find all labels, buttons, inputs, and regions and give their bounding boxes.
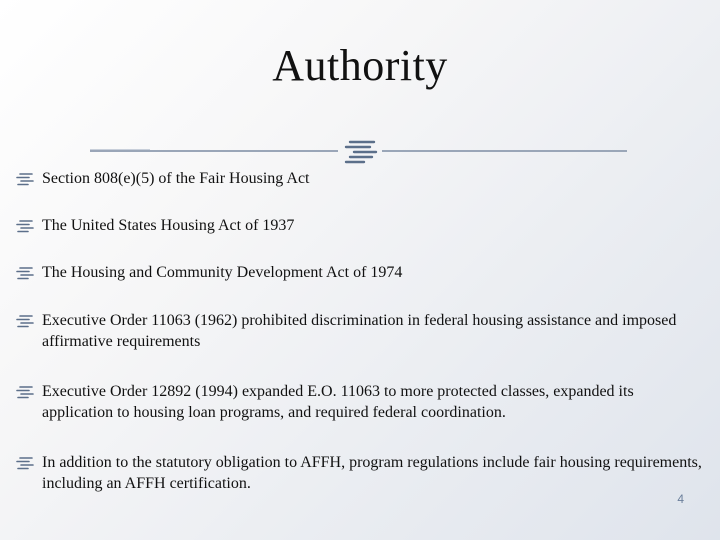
title-divider-highlight [90,149,150,150]
list-item [16,215,706,236]
bullet-text: The Housing and Community Development Act of 1974 [42,264,403,281]
list-lines-icon [16,266,34,280]
list-lines-icon [16,385,34,399]
list-item [16,168,706,189]
bullet-text: Executive Order 11063 (1962) prohibited discrimination in federal housing assistance and imposed affirmative requirements [42,312,677,350]
title-divider-left [90,150,338,152]
bullet-text: In addition to the statutory obligation to AFFH, program regulations include fair housing requirements, including an AFFH certification. [42,454,702,492]
list-item [16,452,706,494]
list-item [16,262,706,283]
bullet-text: The United States Housing Act of 1937 [42,217,295,234]
slide-title: Authority [272,41,448,90]
list-lines-icon [16,219,34,233]
list-lines-icon [16,172,34,186]
bullet-text: Executive Order 12892 (1994) expanded E.O. 11063 to more protected classes, expanded its application to housing loan programs, and required federal coordination. [42,383,634,421]
bullet-text: Section 808(e)(5) of the Fair Housing Act [42,170,310,187]
title-divider-right [382,150,627,152]
list-lines-icon [344,138,378,164]
list-lines-icon [16,314,34,328]
list-item [16,310,706,352]
page-number: 4 [677,492,684,506]
list-item [16,381,706,423]
list-lines-icon [16,456,34,470]
